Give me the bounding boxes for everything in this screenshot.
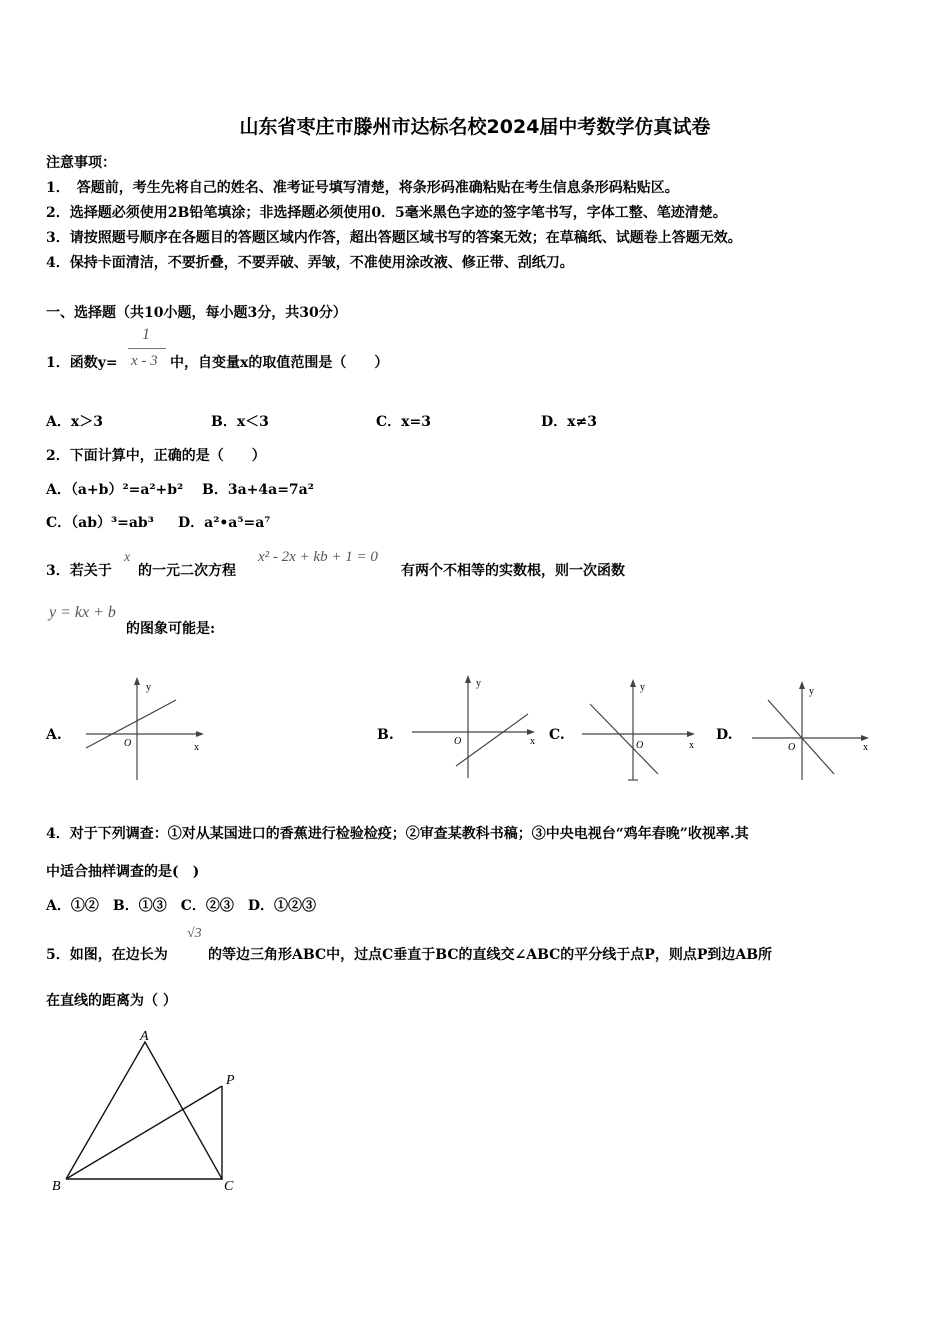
x-axis-label: x	[863, 742, 868, 753]
y-axis-label: y	[640, 682, 645, 693]
q3-option-d-label: D.	[716, 727, 733, 743]
q3-function-suffix: 的图象可能是:	[126, 621, 216, 637]
q1-option-c: C．x=3	[376, 414, 431, 430]
q1-fraction-denominator: x - 3	[131, 353, 158, 369]
q3-mid: 的一元二次方程	[138, 563, 236, 579]
q3-function: y = kx + b	[49, 604, 116, 621]
q3-graph-d	[748, 672, 880, 784]
notice-item: 1． 答题前，考生先将自己的姓名、准考证号填写清楚，将条形码准确粘贴在考生信息条形码粘贴区。	[46, 180, 679, 196]
q4-options: A．①② B．①③ C．②③ D．①②③	[46, 898, 316, 914]
origin-label: O	[636, 740, 644, 751]
q3-variable: x	[124, 550, 131, 565]
q1-fraction-numerator: 1	[142, 326, 150, 343]
q3-graph-c	[576, 672, 706, 784]
y-axis-label: y	[146, 682, 151, 693]
y-axis-label: y	[809, 686, 814, 697]
q2-option-b: B．3a+4a=7a²	[202, 482, 314, 498]
q2-option-d: D．a²•a⁵=a⁷	[178, 515, 271, 531]
q4-line1: 4．对于下列调查：①对从某国进口的香蕉进行检验检疫；②审查某教科书稿；③中央电视台“鸡年春晚”收视率.其	[46, 826, 749, 842]
q5-suffix: 的等边三角形ABC中，过点C垂直于BC的直线交∠ABC的平分线于点P，则点P到边AB所	[208, 947, 773, 963]
point-c-label: C	[224, 1179, 234, 1194]
x-axis-label: x	[689, 740, 694, 751]
q1-fraction-bar	[128, 348, 166, 349]
notice-heading: 注意事项：	[46, 155, 116, 171]
q5-prefix: 5．如图，在边长为	[46, 947, 168, 963]
q3-option-c-label: C.	[549, 727, 565, 743]
q3-suffix: 有两个不相等的实数根，则一次函数	[401, 563, 625, 579]
q1-option-b: B．x＜3	[211, 414, 269, 430]
origin-label: O	[788, 742, 796, 753]
q3-prefix: 3．若关于	[46, 563, 112, 579]
q2-option-a: A．（a+b）²=a²+b²	[46, 482, 184, 498]
origin-label: O	[124, 738, 132, 749]
y-axis-label: y	[476, 678, 481, 689]
q3-equation: x² - 2x + kb + 1 = 0	[258, 549, 378, 565]
q5-triangle-figure	[46, 1022, 246, 1197]
point-a-label: A	[140, 1029, 149, 1044]
q1-suffix: 中，自变量x的取值范围是（ ）	[170, 355, 389, 371]
q4-line2: 中适合抽样调查的是( )	[46, 864, 200, 880]
x-axis-label: x	[530, 736, 535, 747]
q3-option-b-label: B.	[377, 727, 394, 743]
q2-option-c: C．（ab）³=ab³	[46, 515, 154, 531]
q5-line2: 在直线的距离为（ ）	[46, 993, 177, 1009]
x-axis-label: x	[194, 742, 199, 753]
q3-graph-b	[408, 670, 548, 782]
notice-item: 2．选择题必须使用2B铅笔填涂；非选择题必须使用0．5毫米黑色字迹的签字笔书写，字体工整、笔迹清楚。	[46, 205, 727, 221]
q1-option-a: A．x＞3	[46, 414, 103, 430]
q1-prefix: 1．函数y=	[46, 355, 118, 371]
point-b-label: B	[52, 1179, 61, 1194]
notice-item: 3．请按照题号顺序在各题目的答题区域内作答，超出答题区域书写的答案无效；在草稿纸、试题卷上答题无效。	[46, 230, 742, 246]
q1-option-d: D．x≠3	[541, 414, 597, 430]
q2-stem: 2．下面计算中，正确的是（ ）	[46, 448, 266, 464]
q3-graph-a	[80, 672, 210, 784]
origin-label: O	[454, 736, 462, 747]
section-heading: 一、选择题（共10小题，每小题3分，共30分）	[46, 305, 347, 321]
point-p-label: P	[226, 1073, 235, 1088]
notice-item: 4．保持卡面清洁，不要折叠，不要弄破、弄皱，不准使用涂改液、修正带、刮纸刀。	[46, 255, 574, 271]
page-title: 山东省枣庄市滕州市达标名校2024届中考数学仿真试卷	[239, 116, 711, 138]
q3-option-a-label: A.	[46, 727, 62, 743]
q5-sqrt: √3	[187, 926, 202, 941]
